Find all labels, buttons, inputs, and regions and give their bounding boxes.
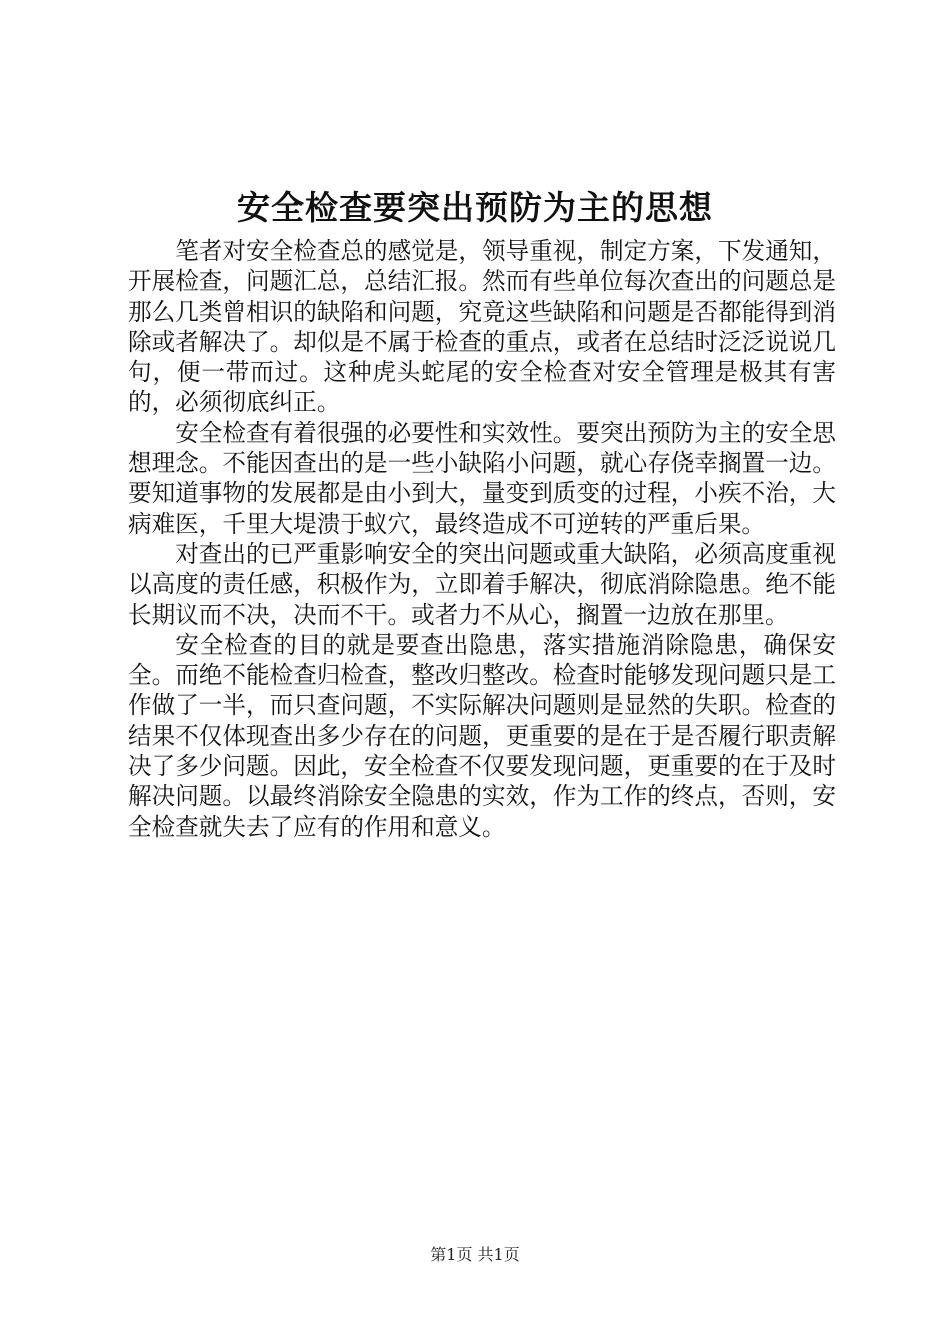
body-paragraph-2: 安全检查有着很强的必要性和实效性。要突出预防为主的安全思想理念。不能因查出的是一些小缺陷小问题，就心存侥幸搁置一边。要知道事物的发展都是由小到大，量变到质变的过程，小疾不治，大病难医，千里大堤溃于蚁穴，最终造成不可逆转的严重后果。 (128, 418, 836, 538)
body-paragraph-4: 安全检查的目的就是要查出隐患，落实措施消除隐患，确保安全。而绝不能检查归检查，整改归整改。检查时能够发现问题只是工作做了一半，而只查问题，不实际解决问题则是显然的失职。检查的结果不仅体现查出多少存在的问题，更重要的是在于是否履行职责解决了多少问题。因此，安全检查不仅要发现问题，更重要的在于及时解决问题。以最终消除安全隐患的实效，作为工作的终点，否则，安全检查就失去了应有的作用和意义。 (128, 630, 836, 841)
body-paragraph-1: 笔者对安全检查总的感觉是，领导重视，制定方案，下发通知，开展检查，问题汇总，总结汇报。然而有些单位每次查出的问题总是那么几类曾相识的缺陷和问题，究竟这些缺陷和问题是否都能得到消除或者解决了。却似是不属于检查的重点，或者在总结时泛泛说说几句，便一带而过。这种虎头蛇尾的安全检查对安全管理是极其有害的，必须彻底纠正。 (128, 237, 836, 417)
body-paragraph-3: 对查出的已严重影响安全的突出问题或重大缺陷，必须高度重视以高度的责任感，积极作为，立即着手解决，彻底消除隐患。绝不能长期议而不决，决而不干。或者力不从心，搁置一边放在那里。 (128, 539, 836, 629)
document-body (128, 236, 836, 842)
page-number-footer: 第1页 共1页 (430, 1245, 520, 1264)
document-title: 安全检查要突出预防为主的思想 (237, 188, 713, 227)
